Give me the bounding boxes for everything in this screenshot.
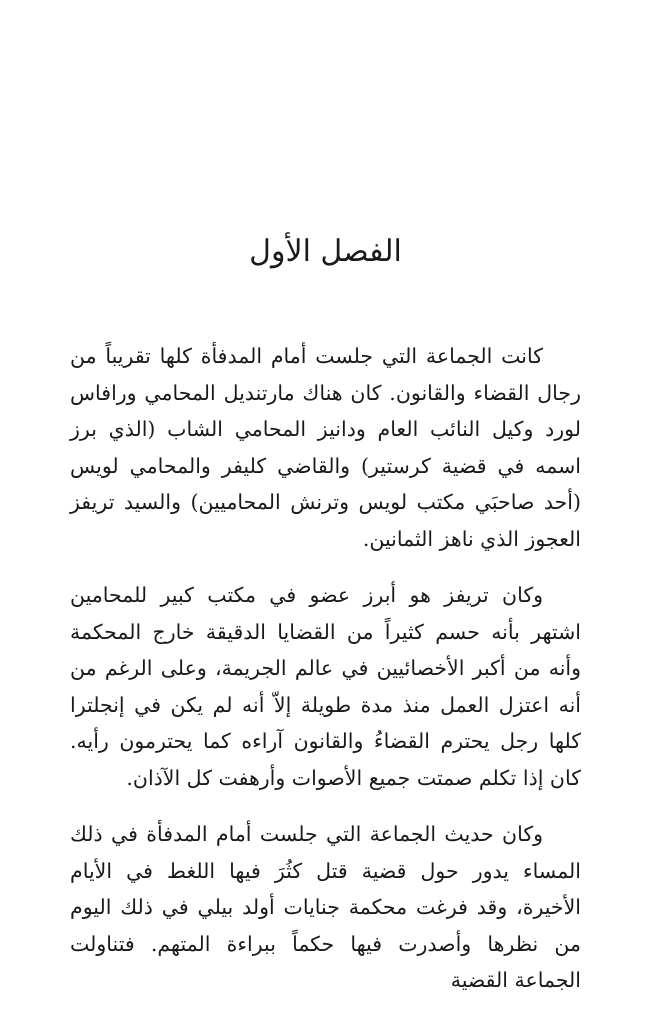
- paragraph-1: كانت الجماعة التي جلست أمام المدفأة كلها تقريباً من رجال القضاء والقانون. كان هناك مارتنديل المحامي ورافاس لورد وكيل النائب العام ودانيز المحامي الشاب (الذي برز اسمه في قضية كرستير) والقاضي كليفر والمحامي لويس (أحد صاحبَي مكتب لويس وترنش المحاميين) والسيد تريفز العجوز الذي ناهز الثمانين.: [70, 344, 581, 551]
- paragraph-3: وكان حديث الجماعة التي جلست أمام المدفأة في ذلك المساء يدور حول قضية قتل كثُرَ فيها اللغط في الأيام الأخيرة، وقد فرغت محكمة جنايات أولد بيلي في ذلك اليوم من نظرها وأصدرت فيها حكماً ببراءة المتهم. فتناولت الجماعة القضية: [70, 822, 581, 992]
- paragraph-2: وكان تريفز هو أبرز عضو في مكتب كبير للمحامين اشتهر بأنه حسم كثيراً من القضايا الدقيقة خارج المحكمة وأنه من أكبر الأخصائيين في عالم الجريمة، وعلى الرغم من أنه اعتزل العمل منذ مدة طويلة إلاّ أنه لم يكن في إنجلترا كلها رجل يحترم القضاءُ والقانون آراءه كما يحترمون رأيه. كان إذا تكلم صمتت جميع الأصوات وأرهفت كل الآذان.: [70, 583, 581, 790]
- chapter-title: الفصل الأول: [249, 234, 402, 269]
- chapter-body: [70, 338, 581, 1019]
